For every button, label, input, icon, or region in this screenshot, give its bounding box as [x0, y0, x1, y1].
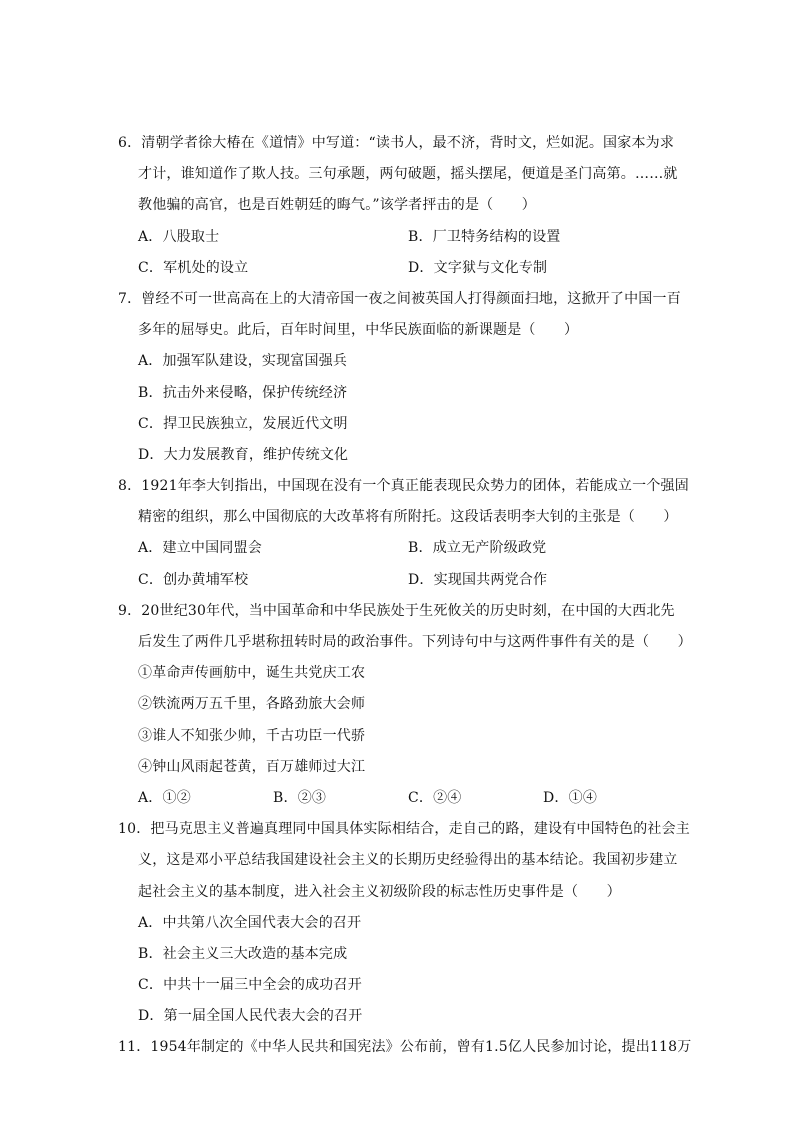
question-7-stem-line-1: 7．曾经不可一世高高在上的大清帝国一夜之间被英国人打得颜面扫地，这掀开了中国一百 — [118, 290, 681, 307]
question-10-option-d: D．第一届全国人民代表大会的召开 — [138, 1008, 363, 1025]
question-9-item-3: ③谁人不知张少帅，千古功臣一代骄 — [138, 727, 366, 744]
question-8-options-row-2 — [118, 565, 678, 596]
question-10-option-b: B．社会主义三大改造的基本完成 — [138, 945, 348, 962]
question-11 — [118, 1032, 692, 1063]
question-9-option-b: B．②③ — [273, 789, 327, 806]
question-8-option-a: A．建立中国同盟会 — [138, 540, 262, 557]
question-10-option-a: A．中共第八次全国代表大会的召开 — [138, 914, 362, 931]
question-7-option-b: B．抗击外来侵略，保护传统经济 — [138, 384, 348, 401]
question-9-option-d: D．①④ — [543, 789, 598, 806]
question-6-option-a: A．八股取士 — [138, 228, 220, 245]
question-6-stem-line-3: 教他骗的高官，也是百姓朝廷的晦气。”该学者抨击的是（ ） — [138, 197, 536, 214]
question-7 — [118, 284, 681, 471]
question-9-item-4: ④钟山风雨起苍黄，百万雄师过大江 — [138, 758, 366, 775]
question-6-options-row-1 — [118, 222, 678, 253]
question-8-stem-line-2: 精密的组织，那么中国彻底的大改革将有所附托。这段话表明李大钊的主张是（ ） — [138, 509, 678, 526]
question-7-option-a: A．加强军队建设，实现富国强兵 — [138, 353, 348, 370]
question-11-stem-line-1: 11．1954年制定的《中华人民共和国宪法》公布前，曾有1.5亿人民参加讨论，提出118万 — [118, 1039, 692, 1056]
question-9-item-2: ②铁流两万五千里，各路劲旅大会师 — [138, 696, 366, 713]
question-9-stem-line-2: 后发生了两件几乎堪称扭转时局的政治事件。下列诗句中与这两件事件有关的是（ ） — [138, 634, 692, 650]
question-6-option-d: D．文字狱与文化专制 — [408, 259, 548, 276]
exam-page — [118, 128, 692, 1064]
question-8-option-c: C．创办黄埔军校 — [138, 571, 249, 588]
question-6-options-row-2 — [118, 253, 678, 284]
question-6-option-b: B．厂卫特务结构的设置 — [408, 228, 561, 245]
question-8-option-b: B．成立无产阶级政党 — [408, 540, 547, 557]
question-6-stem-line-1: 6．清朝学者徐大椿在《道情》中写道：“读书人，最不济，背时文，烂如泥。国家本为求 — [118, 135, 675, 151]
question-10 — [118, 814, 691, 1032]
question-6-stem-line-2: 才计，谁知道作了欺人技。三句承题，两句破题，摇头摆尾，便道是圣门高第。……就 — [138, 166, 678, 183]
question-7-option-d: D．大力发展教育，维护传统文化 — [138, 446, 349, 463]
question-10-stem-line-2: 义，这是邓小平总结我国建设社会主义的长期历史经验得出的基本结论。我国初步建立 — [138, 852, 678, 869]
question-9-option-a: A．①② — [138, 789, 191, 806]
question-6-option-c: C．军机处的设立 — [138, 259, 249, 276]
question-9-option-c: C．②④ — [408, 789, 462, 806]
question-10-stem-line-3: 起社会主义的基本制度，进入社会主义初级阶段的标志性历史事件是（ ） — [138, 883, 621, 900]
question-9-options-row — [118, 783, 678, 814]
question-8 — [118, 471, 689, 596]
question-8-option-d: D．实现国共两党合作 — [408, 571, 548, 588]
question-9-stem-line-1: 9．20世纪30年代，当中国革命和中华民族处于生死攸关的历史时刻，在中国的大西北先 — [118, 602, 675, 619]
question-8-stem-line-1: 8．1921年李大钊指出，中国现在没有一个真正能表现民众势力的团体，若能成立一个强固 — [118, 478, 689, 495]
question-10-stem-line-1: 10．把马克思主义普遍真理同中国具体实际相结合，走自己的路，建设有中国特色的社会主 — [118, 821, 691, 838]
question-8-options-row-1 — [118, 533, 678, 564]
question-10-option-c: C．中共十一届三中全会的成功召开 — [138, 977, 362, 994]
question-9-item-1: ①革命声传画舫中，诞生共党庆工农 — [138, 665, 366, 682]
question-7-option-c: C．捍卫民族独立，发展近代文明 — [138, 415, 348, 432]
question-7-stem-line-2: 多年的屈辱史。此后，百年时间里，中华民族面临的新课题是（ ） — [138, 322, 579, 339]
question-9 — [118, 596, 692, 814]
question-6 — [118, 128, 678, 284]
